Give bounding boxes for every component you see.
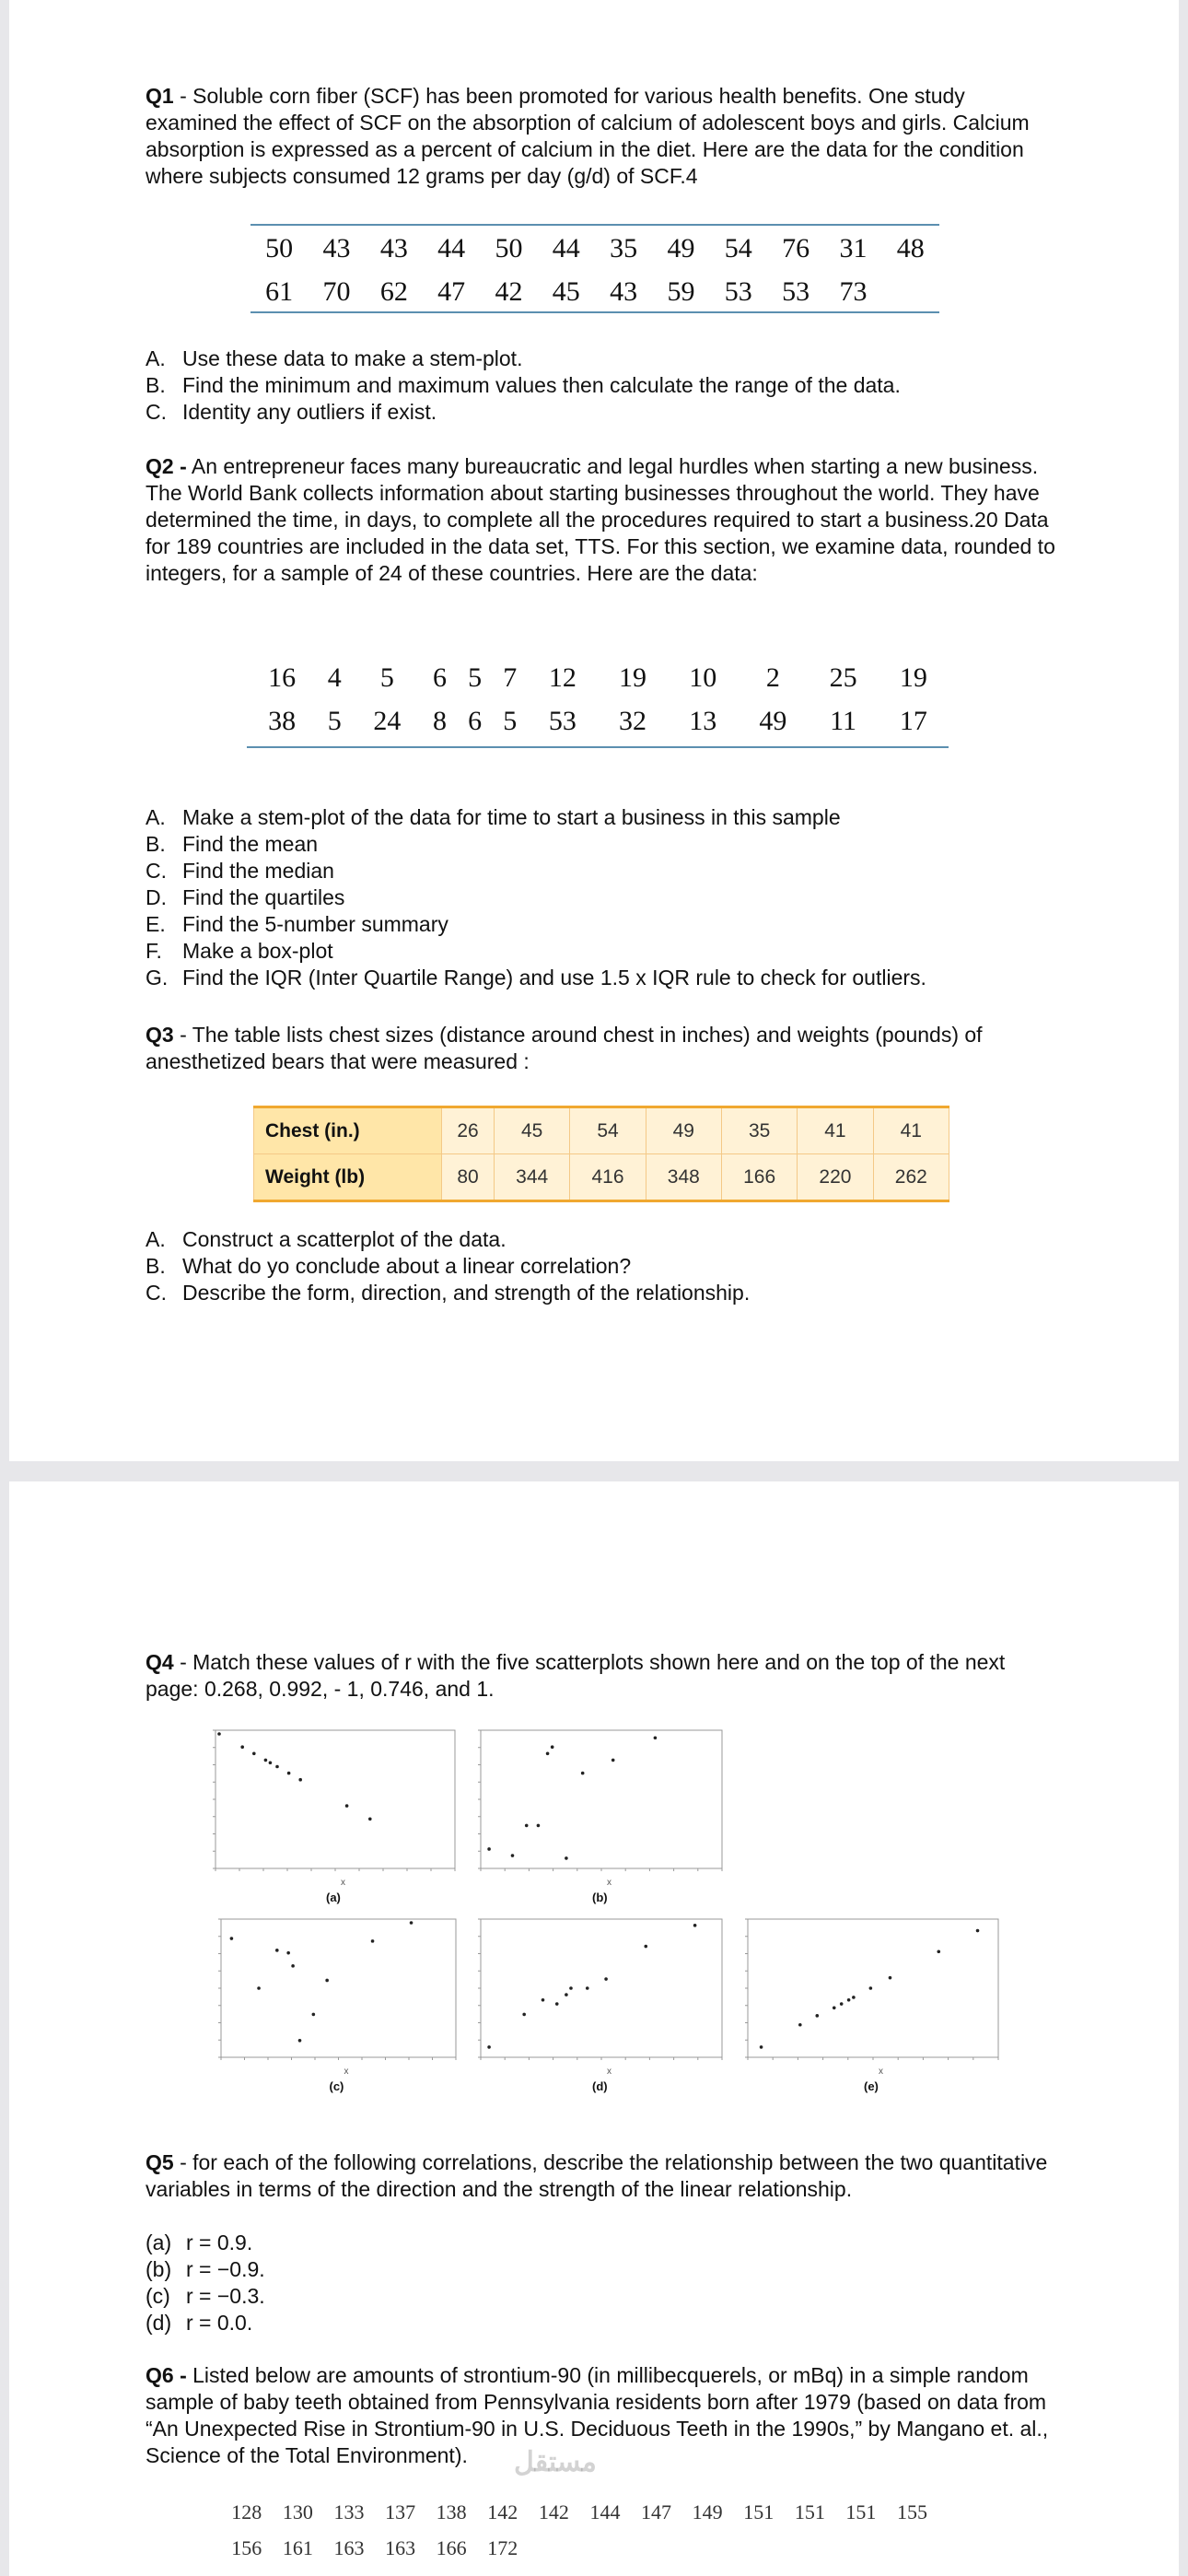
scatterplot-caption: (b) (592, 1891, 608, 1904)
q1-rows-cell: 53 (782, 275, 810, 307)
q5-label: Q5 (146, 2150, 174, 2174)
scatter-point (569, 1986, 573, 1990)
q2-rows-cell: 19 (899, 662, 927, 693)
q1-rows-cell: 43 (322, 232, 351, 263)
q1-table-top-rule (250, 224, 939, 226)
scatter-point (275, 1949, 279, 1952)
scatter-point (240, 1745, 244, 1749)
q2-task-item (146, 938, 926, 965)
q1-rows-row (250, 270, 939, 313)
scatter-point (257, 1986, 261, 1990)
bear-table-row (254, 1107, 949, 1154)
scatter-point (537, 1824, 541, 1828)
q3-label: Q3 (146, 1023, 174, 1047)
q5-item-label: (c) (146, 2284, 170, 2308)
q6-value: 142 (538, 2500, 569, 2523)
q6-value: 163 (333, 2536, 365, 2559)
scatter-point (604, 1977, 608, 1981)
q6-value: 172 (487, 2536, 518, 2559)
bear-table-cell: 80 (442, 1154, 495, 1201)
q1-text: - Soluble corn fiber (SCF) has been promoted for various health benefits. One study examined the effect of SCF on the absorption of calcium of adolescent boys and girls. Calcium absorption is expressed as a percent of calcium in the diet. Here are the data for the condition where subjects consumed 12 grams per day (g/d) of SCF.4 (146, 84, 1030, 188)
q2-task-item (146, 831, 926, 858)
scatterplot-c (208, 1914, 461, 2076)
scatter-point (368, 1818, 372, 1821)
q1-rows-cell: 59 (667, 275, 695, 307)
scatter-point (269, 1761, 273, 1764)
q1-rows-cell: 50 (265, 232, 294, 263)
q2-rows-cell: 5 (468, 662, 483, 693)
q6-section (146, 2362, 1057, 2469)
scatter-point (298, 1778, 302, 1782)
q2-task-item (146, 804, 926, 831)
scatter-point (252, 1752, 256, 1756)
scatter-point (551, 1745, 554, 1749)
q1-data-table (250, 227, 939, 313)
q1-rows-cell: 50 (495, 232, 523, 263)
q1-task-item-label: A. (146, 346, 166, 370)
q2-task-item-text: Make a stem-plot of the data for time to start a business in this sample (182, 805, 841, 829)
bear-table-cell: 166 (721, 1154, 797, 1201)
q6-value: 151 (743, 2500, 775, 2523)
q1-task-item-label: B. (146, 373, 166, 397)
scatter-point (798, 2023, 802, 2027)
q1-rows-row (250, 227, 939, 270)
scatter-point (217, 1732, 221, 1736)
q6-data-row-2 (221, 2536, 529, 2560)
q3-task-item-label: C. (146, 1281, 167, 1305)
x-axis-label: x (607, 1878, 611, 1887)
q4-label: Q4 (146, 1650, 174, 1674)
bear-table-cell: 262 (873, 1154, 949, 1201)
bear-table-cell: 45 (495, 1107, 570, 1154)
plot-frame (221, 1919, 456, 2057)
scatterplot-svg (208, 1914, 461, 2076)
q2-rows-cell: 19 (619, 662, 647, 693)
scatter-point (760, 2045, 763, 2049)
q2-rows-cell: 24 (373, 705, 402, 736)
q1-table-bottom-rule (250, 311, 939, 313)
q2-task-item (146, 965, 926, 991)
q2-table-bottom-rule (247, 746, 949, 748)
scatterplot-caption: (e) (864, 2079, 879, 2093)
scatter-point (286, 1951, 290, 1955)
q5-item-text: r = −0.9. (186, 2257, 265, 2281)
q6-value: 133 (333, 2500, 365, 2523)
q2-rows-cell: 7 (503, 662, 518, 693)
q2-rows-row (247, 656, 949, 699)
q2-task-item-label: E. (146, 912, 166, 936)
q2-rows-cell: 10 (689, 662, 717, 693)
scatter-point (565, 1856, 568, 1860)
scatterplot-e (735, 1914, 1004, 2076)
scatter-point (287, 1772, 291, 1775)
scatter-point (833, 2007, 836, 2010)
scatterplot-svg (468, 1914, 728, 2076)
q5-item-text: r = 0.9. (186, 2231, 253, 2254)
bear-table-cell: 41 (798, 1107, 873, 1154)
q2-rows-cell: 49 (759, 705, 787, 736)
q2-rows-cell: 16 (268, 662, 297, 693)
bear-table-cell: 348 (646, 1154, 721, 1201)
document-page-2 (9, 1481, 1179, 2576)
scatter-point (522, 2013, 526, 2017)
bear-table-cell: 26 (442, 1107, 495, 1154)
scatterplot-d (468, 1914, 728, 2076)
scatter-point (546, 1752, 550, 1756)
q3-section (146, 1022, 1057, 1075)
q1-rows-cell: 54 (724, 232, 752, 263)
scatter-point (611, 1759, 615, 1762)
q2-rows-cell: 11 (830, 705, 857, 736)
q2-data-table (247, 656, 949, 743)
q6-value: 151 (845, 2500, 877, 2523)
scatter-point (654, 1736, 658, 1739)
q2-task-item (146, 884, 926, 911)
scatter-point (644, 1945, 647, 1949)
scatter-point (869, 1986, 873, 1990)
q5-item-label: (b) (146, 2257, 172, 2281)
bear-table-cell: 54 (570, 1107, 646, 1154)
scatter-point (586, 1986, 589, 1990)
scatterplot-a (203, 1725, 460, 1887)
q2-rows-cell: 2 (765, 662, 780, 693)
bear-table-cell: 220 (798, 1154, 873, 1201)
scatter-point (840, 2002, 844, 2006)
q2-paragraph (146, 453, 1057, 587)
q6-value: 161 (282, 2536, 313, 2559)
plot-frame (215, 1730, 455, 1868)
q2-task-item-text: Find the mean (182, 832, 319, 856)
q5-item-label: (d) (146, 2311, 172, 2335)
q4-section (146, 1649, 1057, 1703)
q1-rows-cell: 76 (782, 232, 810, 263)
q2-task-item-text: Find the IQR (Inter Quartile Range) and use 1.5 x IQR rule to check for outliers. (182, 966, 926, 989)
plot-frame (481, 1730, 722, 1868)
q2-label: Q2 - (146, 454, 187, 478)
q1-task-item-text: Identity any outliers if exist. (182, 400, 437, 424)
q2-rows-row (247, 699, 949, 743)
q3-task-item (146, 1226, 750, 1253)
q5-item (146, 2256, 265, 2283)
q6-value: 130 (282, 2500, 313, 2523)
q4-paragraph (146, 1649, 1057, 1703)
scatter-point (511, 1854, 515, 1857)
bear-table-cell: 416 (570, 1154, 646, 1201)
q1-rows-cell: 45 (552, 275, 580, 307)
scatter-point (371, 1939, 375, 1943)
q2-rows-cell: 6 (468, 705, 483, 736)
scatter-point (976, 1929, 980, 1933)
bear-table-header-cell: Chest (in.) (254, 1107, 442, 1154)
q1-rows-cell: 44 (552, 232, 580, 263)
q6-value: 142 (487, 2500, 518, 2523)
q1-rows-cell (882, 270, 939, 313)
q1-rows-cell: 47 (437, 275, 466, 307)
q6-paragraph (146, 2362, 1057, 2469)
scatter-point (889, 1976, 892, 1980)
plot-frame (481, 1919, 722, 2057)
scatter-point (325, 1979, 329, 1983)
q1-rows-cell: 31 (839, 232, 868, 263)
q6-text: Listed below are amounts of strontium-90 (in millibecquerels, or mBq) in a simple random sample of baby teeth obtained from Pennsylvania residents born after 1979 (based on data from “An Unexpected Rise in Strontium-90 in U.S. Deciduous Teeth in the 1990s,” by Mangano et. al., Science of the Total Environment). (146, 2363, 1049, 2467)
q5-item-text: r = 0.0. (186, 2311, 253, 2335)
bear-table-cell: 41 (873, 1107, 949, 1154)
q1-task-list (146, 345, 901, 426)
scatterplot-svg (735, 1914, 1004, 2076)
q6-value: 155 (897, 2500, 928, 2523)
q6-value: 163 (385, 2536, 416, 2559)
bear-table-header-cell: Weight (lb) (254, 1154, 442, 1201)
q2-rows-cell: 5 (503, 705, 518, 736)
q1-rows-cell: 48 (896, 232, 925, 263)
q1-rows-cell: 73 (839, 275, 868, 307)
x-axis-label: x (607, 2067, 611, 2076)
q1-rows-cell: 43 (610, 275, 638, 307)
q3-task-list (146, 1226, 750, 1306)
scatter-point (275, 1765, 279, 1769)
q1-task-item (146, 372, 901, 399)
q1-task-item (146, 345, 901, 372)
bear-table-cell: 344 (495, 1154, 570, 1201)
q2-task-item-label: B. (146, 832, 166, 856)
q6-value: 138 (436, 2500, 467, 2523)
q2-task-item (146, 911, 926, 938)
q2-rows-cell: 5 (327, 705, 342, 736)
q2-rows-cell: 25 (829, 662, 857, 693)
q1-rows-cell: 44 (437, 232, 466, 263)
plot-frame (748, 1919, 998, 2057)
scatter-point (937, 1950, 940, 1953)
q6-value: 149 (692, 2500, 723, 2523)
q6-label: Q6 - (146, 2363, 187, 2387)
q5-section (146, 2149, 1057, 2203)
scatter-point (410, 1921, 413, 1925)
q2-text: An entrepreneur faces many bureaucratic and legal hurdles when starting a new business. The World Bank collects information about starting businesses throughout the world. They have determined the time, in days, to complete all the procedures required to start a business.20 Data for 189 countries are included in the data set, TTS. For this section, we examine data, rounded to integers, for a sample of 24 of these countries. Here are the data: (146, 454, 1055, 585)
q2-task-list (146, 804, 926, 991)
scatter-point (487, 2045, 491, 2049)
bear-table-cell: 49 (646, 1107, 721, 1154)
q2-task-item-label: F. (146, 939, 162, 963)
scatter-point (230, 1937, 234, 1940)
q5-item (146, 2310, 265, 2336)
q3-task-item-label: B. (146, 1254, 166, 1278)
q6-value: 151 (794, 2500, 825, 2523)
q1-task-item (146, 399, 901, 426)
q5-item-text: r = −0.3. (186, 2284, 265, 2308)
q1-task-item-text: Find the minimum and maximum values then calculate the range of the data. (182, 373, 901, 397)
scatter-point (581, 1772, 585, 1775)
q5-item (146, 2283, 265, 2310)
q3-task-item-text: Construct a scatterplot of the data. (182, 1227, 507, 1251)
q3-task-item-text: What do yo conclude about a linear correlation? (182, 1254, 632, 1278)
q1-rows-cell: 70 (322, 275, 351, 307)
scatter-point (525, 1824, 529, 1828)
q6-value: 128 (231, 2500, 262, 2523)
q2-rows-cell: 6 (433, 662, 448, 693)
q1-task-item-text: Use these data to make a stem-plot. (182, 346, 523, 370)
q3-text: - The table lists chest sizes (distance around chest in inches) and weights (pounds) of anesthetized bears that were measured : (146, 1023, 983, 1073)
q1-rows-cell: 43 (379, 232, 408, 263)
scatterplot-svg (203, 1725, 460, 1887)
q6-value: 166 (436, 2536, 467, 2559)
q2-task-item-text: Find the quartiles (182, 885, 345, 909)
q2-section (146, 453, 1057, 587)
q5-item-label: (a) (146, 2231, 172, 2254)
scatter-point (542, 1998, 545, 2002)
q3-task-item-text: Describe the form, direction, and strength of the relationship. (182, 1281, 751, 1305)
q3-task-item-label: A. (146, 1227, 166, 1251)
q2-task-item-text: Find the median (182, 859, 334, 883)
q2-rows-cell: 8 (433, 705, 448, 736)
q1-task-item-label: C. (146, 400, 167, 424)
q1-rows-cell: 62 (379, 275, 408, 307)
q2-rows-cell: 17 (899, 705, 927, 736)
scatterplot-caption: (c) (329, 2079, 344, 2093)
q1-section (146, 83, 1057, 190)
q6-value: 147 (641, 2500, 672, 2523)
q2-rows-cell: 12 (548, 662, 577, 693)
q1-label: Q1 (146, 84, 174, 108)
q2-task-item-text: Make a box-plot (182, 939, 333, 963)
q3-task-item (146, 1280, 750, 1306)
bear-table-row (254, 1154, 949, 1201)
scatter-point (487, 1847, 491, 1851)
q2-rows-cell: 32 (619, 705, 647, 736)
scatter-point (847, 1998, 851, 2002)
q2-rows-cell: 4 (327, 662, 342, 693)
x-axis-label: x (879, 2067, 883, 2076)
q2-rows-cell: 5 (379, 662, 394, 693)
scatter-point (815, 2014, 819, 2018)
q2-task-item-label: D. (146, 885, 167, 909)
scatterplot-caption: (d) (592, 2079, 608, 2093)
scatterplot-svg (468, 1725, 728, 1887)
q1-rows-cell: 53 (724, 275, 752, 307)
scatter-point (264, 1759, 268, 1762)
q1-rows-cell: 35 (610, 232, 638, 263)
scatter-point (312, 2013, 316, 2017)
scatterplot-caption: (a) (326, 1891, 341, 1904)
document-page-1 (9, 0, 1179, 1461)
q3-task-item (146, 1253, 750, 1280)
q1-rows-cell: 61 (265, 275, 294, 307)
q2-rows-cell: 13 (689, 705, 717, 736)
x-axis-label: x (344, 2067, 349, 2076)
q6-value: 137 (385, 2500, 416, 2523)
scatter-point (852, 1996, 856, 1999)
scatterplot-b (468, 1725, 728, 1887)
q5-item (146, 2230, 265, 2256)
x-axis-label: x (341, 1878, 345, 1887)
q2-task-item-text: Find the 5-number summary (182, 912, 448, 936)
q2-task-item-label: G. (146, 966, 169, 989)
q3-bear-table (253, 1106, 949, 1202)
scatter-point (291, 1964, 295, 1968)
q2-task-item-label: C. (146, 859, 167, 883)
q2-task-item-label: A. (146, 805, 166, 829)
q6-value: 156 (231, 2536, 262, 2559)
q2-task-item (146, 858, 926, 884)
scatter-point (555, 2002, 559, 2006)
q2-rows-cell: 38 (268, 705, 297, 736)
scatter-point (565, 1993, 568, 1996)
q5-paragraph (146, 2149, 1057, 2203)
q6-data-row-1 (221, 2500, 938, 2524)
q3-paragraph (146, 1022, 1057, 1075)
q4-text: - Match these values of r with the five scatterplots shown here and on the top of the next page: 0.268, 0.992, - 1, 0.746, and 1. (146, 1650, 1006, 1701)
watermark-logo: مستقل (514, 2447, 597, 2477)
q1-paragraph (146, 83, 1057, 190)
scatter-point (345, 1804, 349, 1808)
q6-value: 144 (589, 2500, 621, 2523)
scatter-point (693, 1924, 697, 1927)
q1-rows-cell: 42 (495, 275, 523, 307)
bear-table-cell: 35 (721, 1107, 797, 1154)
q5-text: - for each of the following correlations, describe the relationship between the two quantitative variables in terms of the direction and the strength of the linear relationship. (146, 2150, 1048, 2201)
scatter-point (298, 2039, 302, 2043)
q5-item-list (146, 2230, 265, 2336)
q1-rows-cell: 49 (667, 232, 695, 263)
q2-rows-cell: 53 (548, 705, 577, 736)
